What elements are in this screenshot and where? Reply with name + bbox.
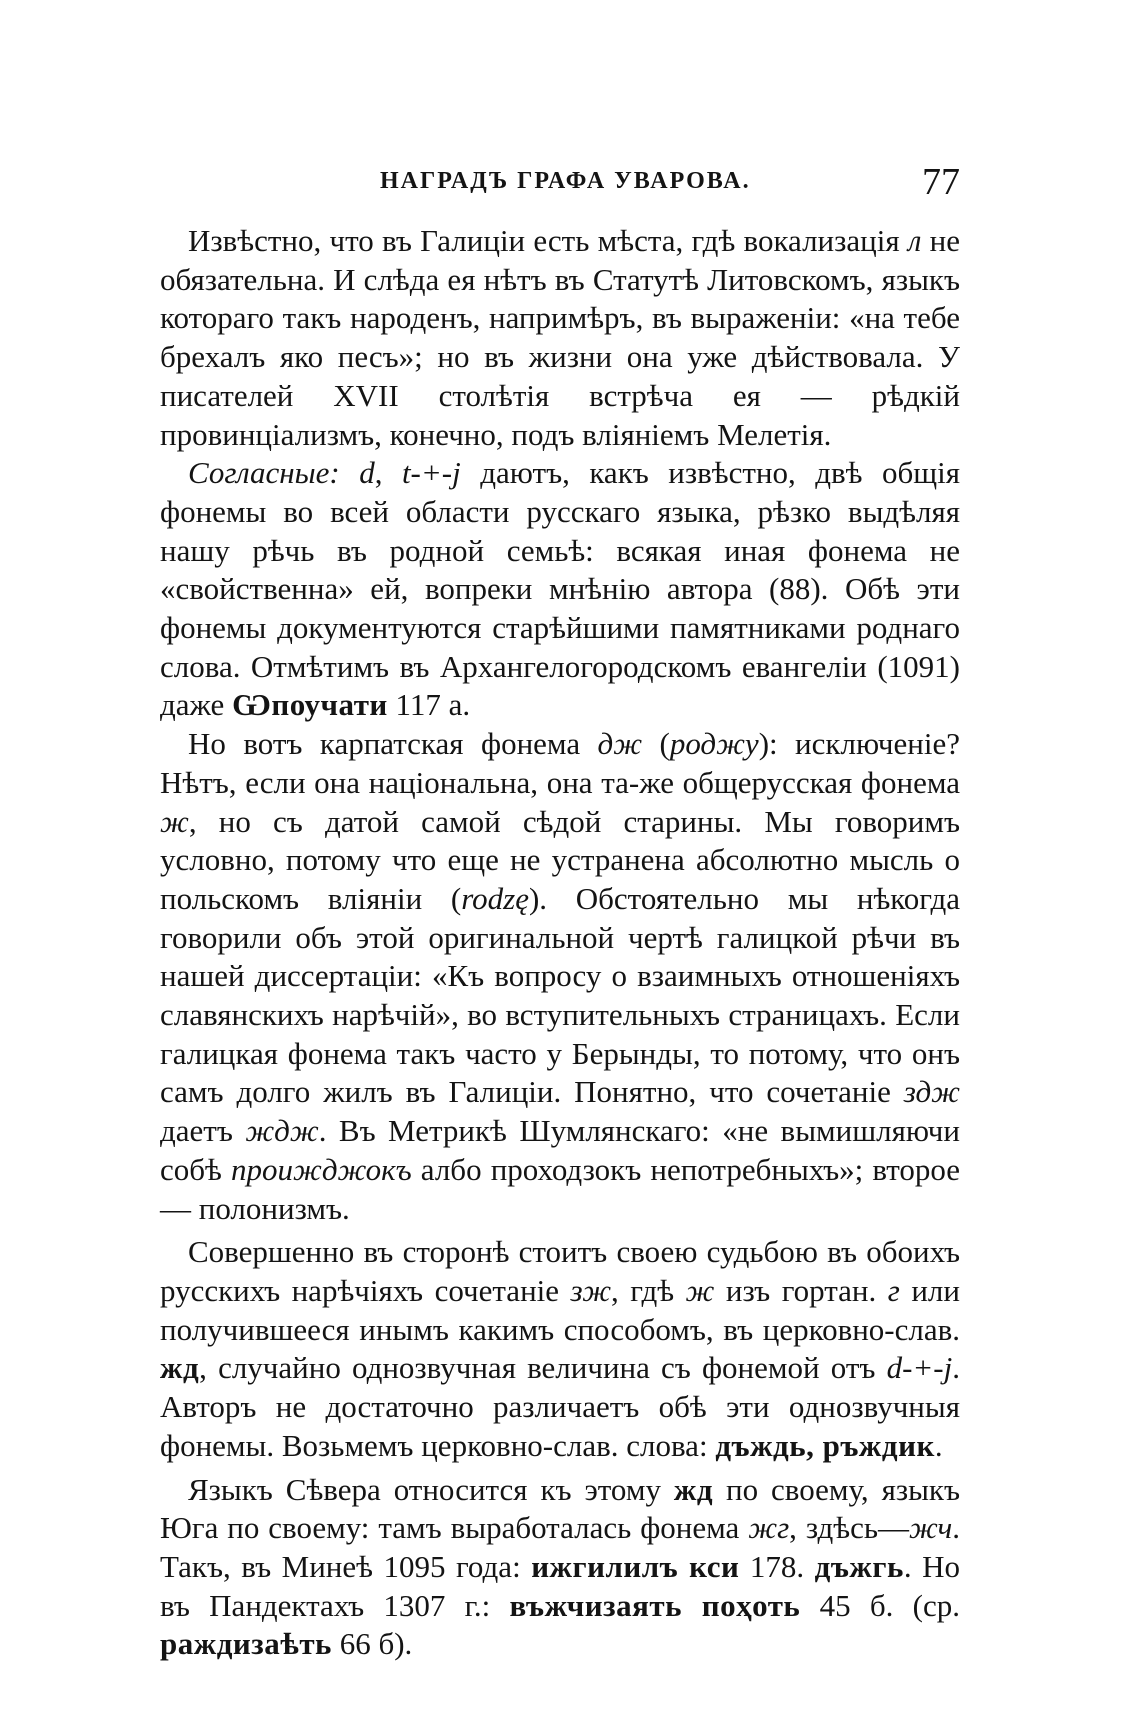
italic-term: здж [903,1074,960,1110]
text-run: . Такъ, въ Минеѣ 1095 года: [160,1510,961,1584]
paragraph-carpathian-phoneme [160,725,960,1228]
text-run: , но съ датой самой сѣдой старины. Мы говоримъ условно, потому что еще не устранена абсолютно мысль о польскомъ вліяніи ( [160,803,960,916]
body-text [160,222,960,1664]
text-run: Совершенно въ сторонѣ стоитъ своею судьбою въ обоихъ русскихъ нарѣчіяхъ сочетаніе [160,1234,960,1308]
text-run: . [934,1427,943,1463]
old-slavonic-word: жд [673,1471,714,1507]
text-run: или получившееся инымъ какимъ способомъ, въ церковно-слав. [160,1272,960,1347]
text-run: албо проходзокъ непотребныхъ»; второе — полонизмъ. [160,1151,960,1226]
text-run: изъ гортан. [714,1272,888,1308]
old-slavonic-word: раждизаѣть [160,1626,332,1662]
italic-term: Согласные: [188,455,340,491]
old-slavonic-word: въжчизаять поҳоть [509,1587,801,1623]
italic-term: ж [685,1272,715,1308]
running-title: НАГРАДЪ ГРАФА УВАРОВА. [380,168,751,194]
old-slavonic-word: дъжгь [814,1548,904,1584]
text-run: 178. [739,1548,815,1584]
old-slavonic-word: жд [160,1350,200,1386]
old-slavonic-word: Ѡпоучати [232,687,388,723]
text-run: даетъ [160,1113,246,1149]
text-run: по своему, языкъ Юга по своему: тамъ выработалась фонема [160,1471,960,1546]
italic-term: проижджокъ [231,1151,412,1187]
text-run: не обязательна. И слѣда ея нѣтъ въ Статутѣ Литовскомъ, языкъ котораго такъ народенъ, напримѣръ, въ выраженіи: «на тебе брехалъ яко песъ»; но въ жизни она уже дѣйствовала. У писателей XVII столѣтія встрѣча ея — рѣдкій провинціализмъ, конечно, подъ вліяніемъ Мелетія. [160,223,960,452]
italic-term: ждж [245,1113,319,1149]
text-run: даютъ, какъ извѣстно, двѣ общія фонемы во всей области русскаго языка, рѣзко выдѣляя нашу рѣчь въ родной семьѣ: всякая иная фонема не «свойственна» ей, вопреки мнѣнію автора (88). Обѣ эти фонемы документуются старѣйшими памятниками роднаго слова. Отмѣтимъ въ Архангелогородскомъ евангеліи (1091) даже [160,455,960,723]
old-slavonic-word: ижгилилъ кси [531,1548,740,1584]
text-run: . Авторъ не достаточно различаетъ обѣ эти однозвучныя фонемы. Возьмемъ церковно-слав. слова: [160,1350,960,1463]
text-run: , [374,455,402,491]
text-run: ). Обстоятельно мы нѣкогда говорили объ этой оригинальной чертѣ галицкой рѣчи въ нашей диссертаціи: «Къ вопросу о взаимныхъ отношеніяхъ славянскихъ нарѣчій», во вступительныхъ страницахъ. Если галицкая фонема такъ часто у Берынды, то потому, что онъ самъ долго жилъ въ Галиціи. Понятно, что сочетаніе [160,880,960,1110]
text-run: ): исключеніе? Нѣтъ, если она національна, она та-же общерусская фонема [160,726,960,800]
text-run: , гдѣ [611,1272,686,1308]
italic-term: t-+-j [401,455,461,491]
italic-term: жч [909,1510,953,1546]
italic-term: г [887,1272,900,1308]
text-run: 66 б). [331,1626,413,1662]
text-run: , здѣсь— [789,1510,910,1546]
italic-term: дж [597,726,643,762]
running-head [160,160,960,202]
text-run: Извѣстно, что въ Галиціи есть мѣста, гдѣ вокализація [188,223,908,258]
text-run: Языкъ Сѣвера относится къ этому [188,1471,674,1507]
text-run: . Въ Метрикѣ Шумлянскаго: «не вымишляючи собѣ [160,1113,960,1187]
paragraph-combination [160,1233,960,1465]
text-run: 45 б. (ср. [800,1587,961,1623]
text-run: 117 а. [387,687,471,723]
italic-term: rodzę [461,880,529,916]
text-run: , случайно однозвучная величина съ фонемой отъ [199,1350,887,1386]
italic-term: ж [160,803,189,839]
italic-term: d [359,455,375,491]
text-run [340,455,360,490]
text-run: Но вотъ карпатская фонема [188,726,598,762]
paragraph-consonants [160,454,960,725]
text-run: . Но въ Пандектахъ 1307 г.: [160,1548,960,1623]
italic-term: d-+-j [886,1350,953,1386]
italic-term: л [907,223,922,258]
italic-term: зж [570,1272,612,1308]
italic-term: роджу [669,726,759,762]
paragraph-vocalization [160,222,960,454]
text-run: ( [642,726,670,762]
old-slavonic-word: дъждь, ръждик [715,1427,935,1463]
italic-term: жг [748,1510,790,1546]
page-number: 77 [922,161,960,203]
paragraph-north-south [160,1471,960,1665]
